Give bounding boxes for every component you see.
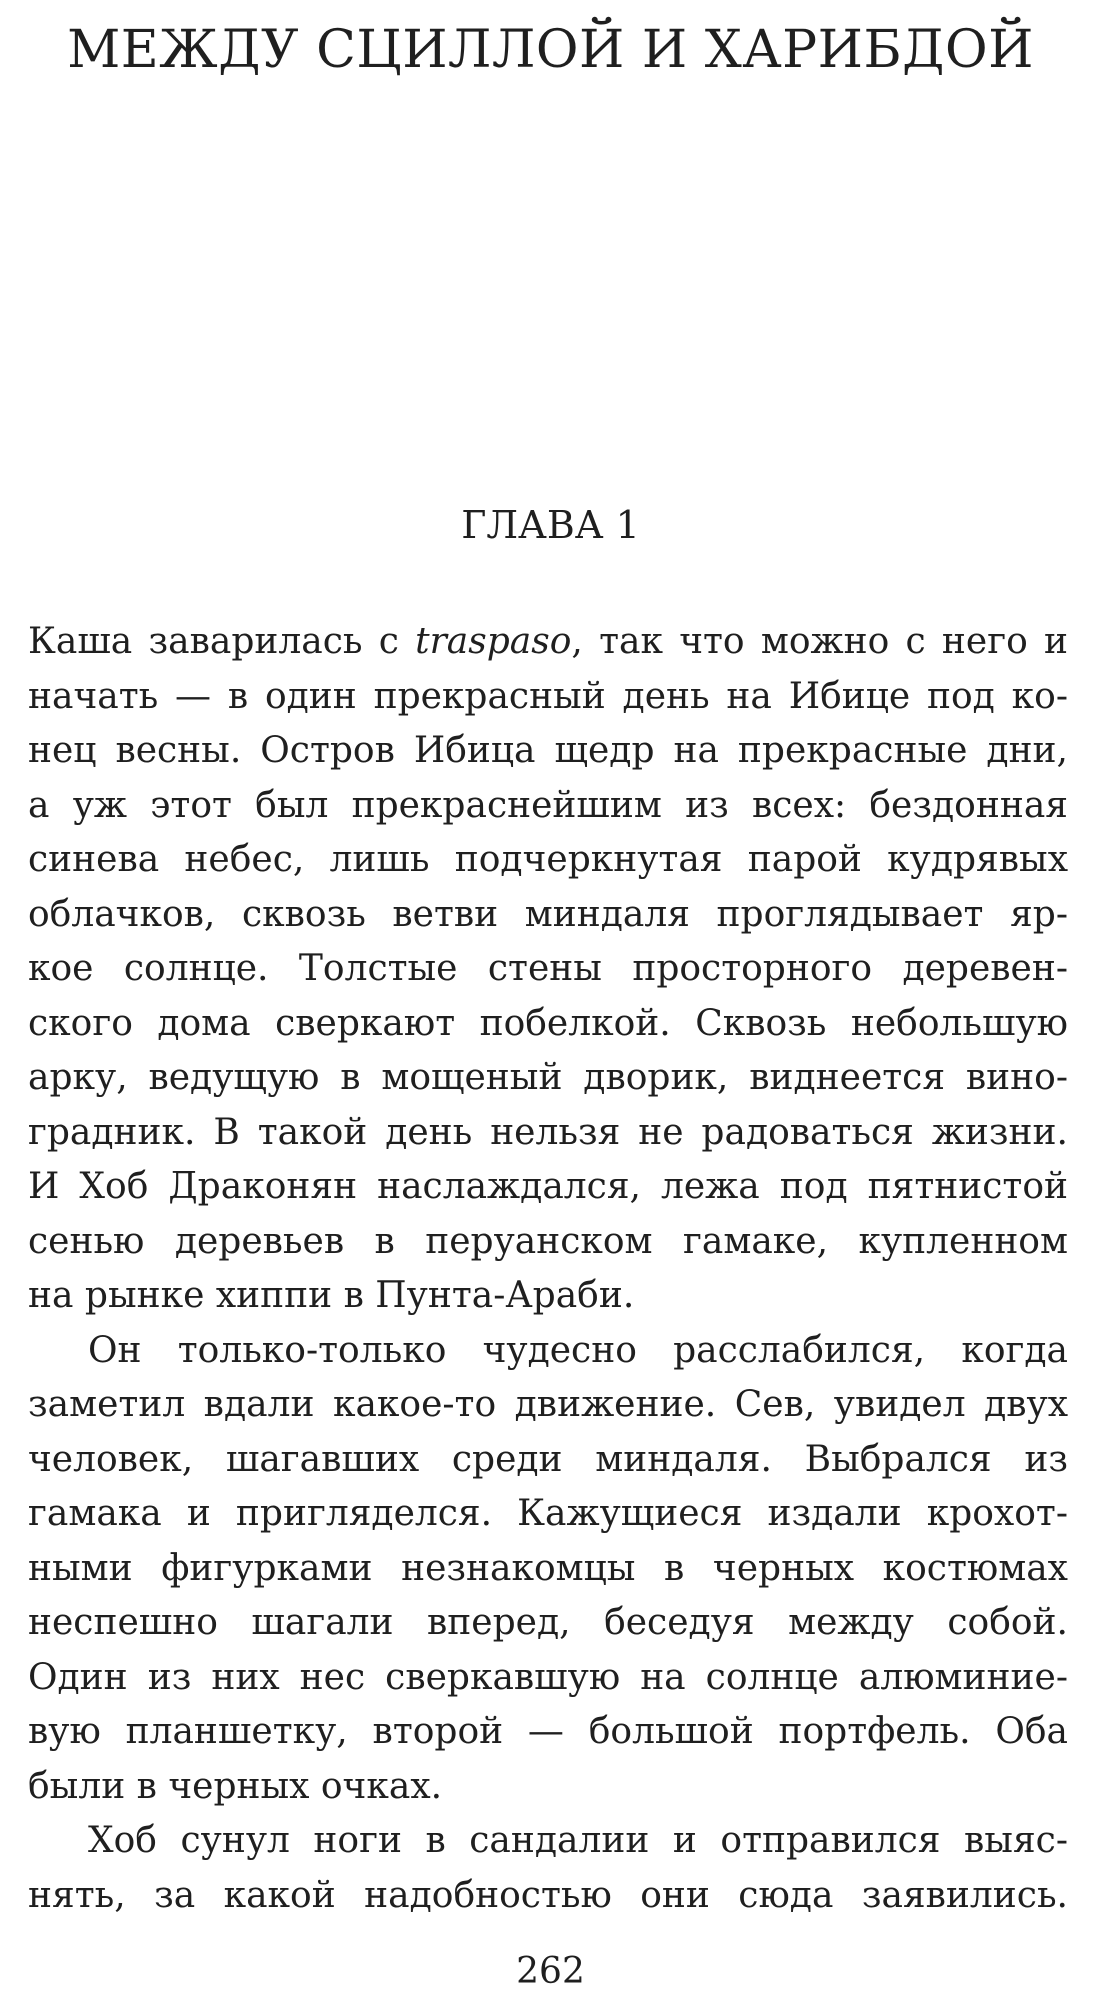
- text-line: Он только-только чудесно расслабился, когда: [88, 1329, 1068, 1371]
- text-line: Один из них нес сверкавшую на солнце алюминие-: [28, 1656, 1068, 1698]
- text-line: синева небес, лишь подчеркнутая парой кудрявых: [28, 839, 1068, 880]
- text-line: нец весны. Остров Ибица щедр на прекрасные дни,: [28, 730, 1068, 771]
- text-line: нять, за какой надобностью они сюда заявились.: [28, 1874, 1068, 1916]
- text-line: ского дома сверкают побелкой. Сквозь небольшую: [28, 1002, 1068, 1044]
- text-line: [28, 615, 1068, 670]
- text-line: И Хоб Драконян наслаждался, лежа под пятнистой: [28, 1166, 1068, 1207]
- text-line: заметил вдали какое-то движение. Сев, увидел двух: [28, 1384, 1068, 1425]
- text-line: сенью деревьев в перуанском гамаке, купленном: [28, 1220, 1068, 1262]
- text-line: облачков, сквозь ветви миндаля проглядывает яр-: [28, 893, 1068, 935]
- text-line: вую планшетку, второй — большой портфель. Оба: [28, 1711, 1068, 1752]
- page-number: 262: [516, 1951, 585, 1992]
- text-line: ными фигурками незнакомцы в черных костюмах: [28, 1547, 1068, 1589]
- text-line: гамака и пригляделся. Кажущиеся издали крохот-: [28, 1493, 1068, 1534]
- text-line: кое солнце. Толстые стены просторного деревен-: [28, 948, 1068, 989]
- text-line: арку, ведущую в мощеный дворик, виднеется вино-: [28, 1057, 1068, 1098]
- text-line: неспешно шагали вперед, беседуя между собой.: [28, 1602, 1068, 1643]
- running-head: МЕЖДУ СЦИЛЛОЙ И ХАРИБДОЙ: [67, 20, 1034, 80]
- text-fragment: , так что можно с него и: [571, 621, 1068, 662]
- body-text: [28, 615, 1068, 1923]
- text-line: были в черных очках.: [28, 1765, 443, 1807]
- text-fragment: Каша заварилась с: [28, 621, 416, 662]
- chapter-title: ГЛАВА 1: [461, 503, 640, 547]
- text-line: градник. В такой день нельзя не радоваться жизни.: [28, 1111, 1068, 1153]
- text-line: Хоб сунул ноги в сандалии и отправился выяс-: [88, 1820, 1068, 1861]
- italic-term: traspaso: [415, 621, 572, 662]
- text-line: а уж этот был прекраснейшим из всех: бездонная: [28, 784, 1068, 826]
- text-line: начать — в один прекрасный день на Ибице под ко-: [28, 675, 1068, 717]
- text-line: на рынке хиппи в Пунта-Араби.: [28, 1275, 635, 1316]
- text-line: человек, шагавших среди миндаля. Выбрался из: [28, 1438, 1068, 1480]
